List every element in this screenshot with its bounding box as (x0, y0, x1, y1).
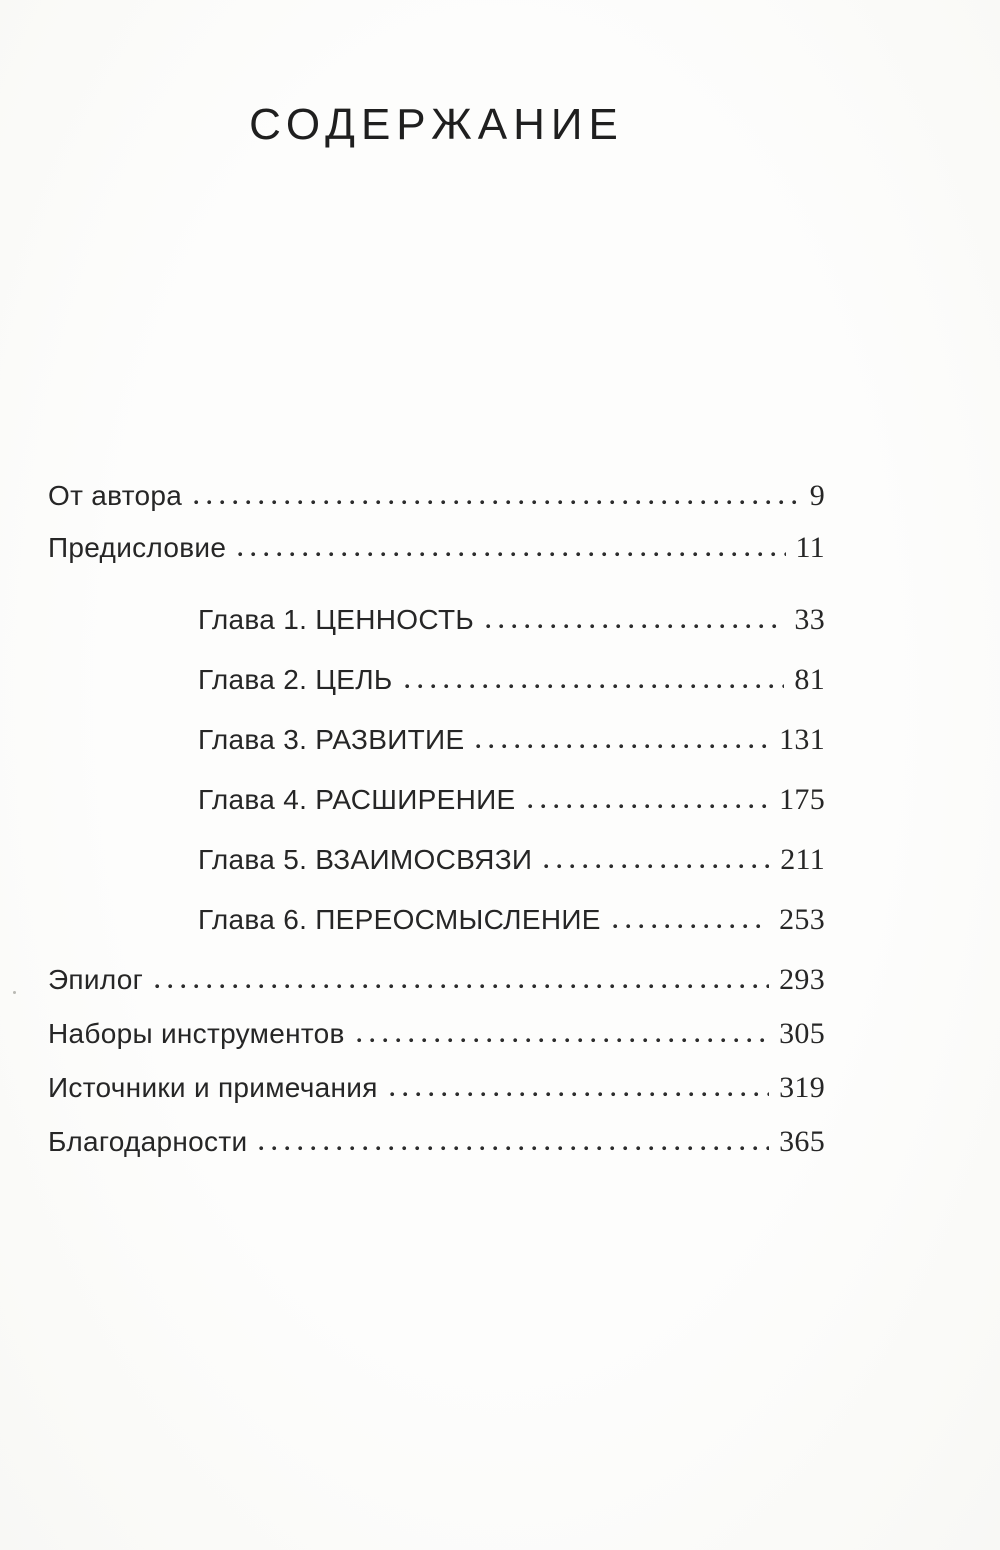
toc-entry-label: Глава 1. ЦЕННОСТЬ (198, 603, 475, 635)
toc-entry-page-number: 175 (779, 782, 825, 816)
toc-entry-label: Благодарности (48, 1125, 248, 1157)
toc-section-chapters (48, 602, 825, 936)
toc-entry-page-number: 293 (779, 962, 825, 996)
scan-artifact-speck (13, 991, 16, 994)
toc-entry-label: Глава 6. ПЕРЕОСМЫСЛЕНИЕ (198, 903, 601, 935)
toc-entry-label: От автора (48, 479, 183, 511)
toc-entry (48, 1124, 825, 1158)
toc-entry-label: Глава 5. ВЗАИМОСВЯЗИ (198, 843, 533, 875)
toc-sections (48, 478, 825, 1158)
toc-entry (48, 902, 825, 936)
toc-entry-label: Источники и примечания (48, 1071, 378, 1103)
toc-entry-page-number: 365 (779, 1124, 825, 1158)
dot-leader (528, 804, 770, 809)
dot-leader (544, 864, 770, 869)
table-of-contents (0, 100, 1000, 1157)
toc-entry-page-number: 211 (780, 842, 825, 876)
dot-leader (390, 1092, 769, 1097)
toc-entry-label: Глава 3. РАЗВИТИЕ (198, 723, 465, 755)
toc-entry-page-number: 253 (779, 902, 825, 936)
toc-entry (48, 722, 825, 756)
toc-entry-label: Эпилог (48, 963, 144, 995)
toc-entry (48, 1016, 825, 1050)
toc-entry (48, 530, 825, 564)
toc-entry-label: Наборы инструментов (48, 1017, 345, 1049)
dot-leader (405, 684, 785, 689)
toc-entry (48, 478, 825, 512)
toc-entry (48, 782, 825, 816)
page-title: СОДЕРЖАНИЕ (249, 100, 624, 149)
toc-entry-label: Глава 2. ЦЕЛЬ (198, 663, 393, 695)
toc-entry-page-number: 81 (794, 662, 825, 696)
dot-leader (486, 624, 784, 629)
toc-entry (48, 602, 825, 636)
dot-leader (259, 1146, 769, 1151)
toc-section-front-matter (48, 478, 825, 564)
toc-entry-page-number: 131 (779, 722, 825, 756)
dot-leader (357, 1038, 769, 1043)
dot-leader (476, 744, 769, 749)
dot-leader (238, 552, 785, 557)
toc-entry (48, 842, 825, 876)
dot-leader (155, 984, 769, 989)
toc-section-back-matter (48, 962, 825, 1158)
toc-entry-page-number: 11 (795, 530, 825, 564)
toc-entry (48, 662, 825, 696)
toc-entry-page-number: 9 (809, 478, 825, 512)
toc-entry-page-number: 33 (794, 602, 825, 636)
toc-entry-page-number: 305 (779, 1016, 825, 1050)
dot-leader (194, 500, 800, 505)
toc-entry-label: Предисловие (48, 531, 227, 563)
dot-leader (613, 924, 769, 929)
toc-entry (48, 962, 825, 996)
toc-entry-label: Глава 4. РАСШИРЕНИЕ (198, 783, 516, 815)
toc-entry (48, 1070, 825, 1104)
toc-entry-page-number: 319 (779, 1070, 825, 1104)
